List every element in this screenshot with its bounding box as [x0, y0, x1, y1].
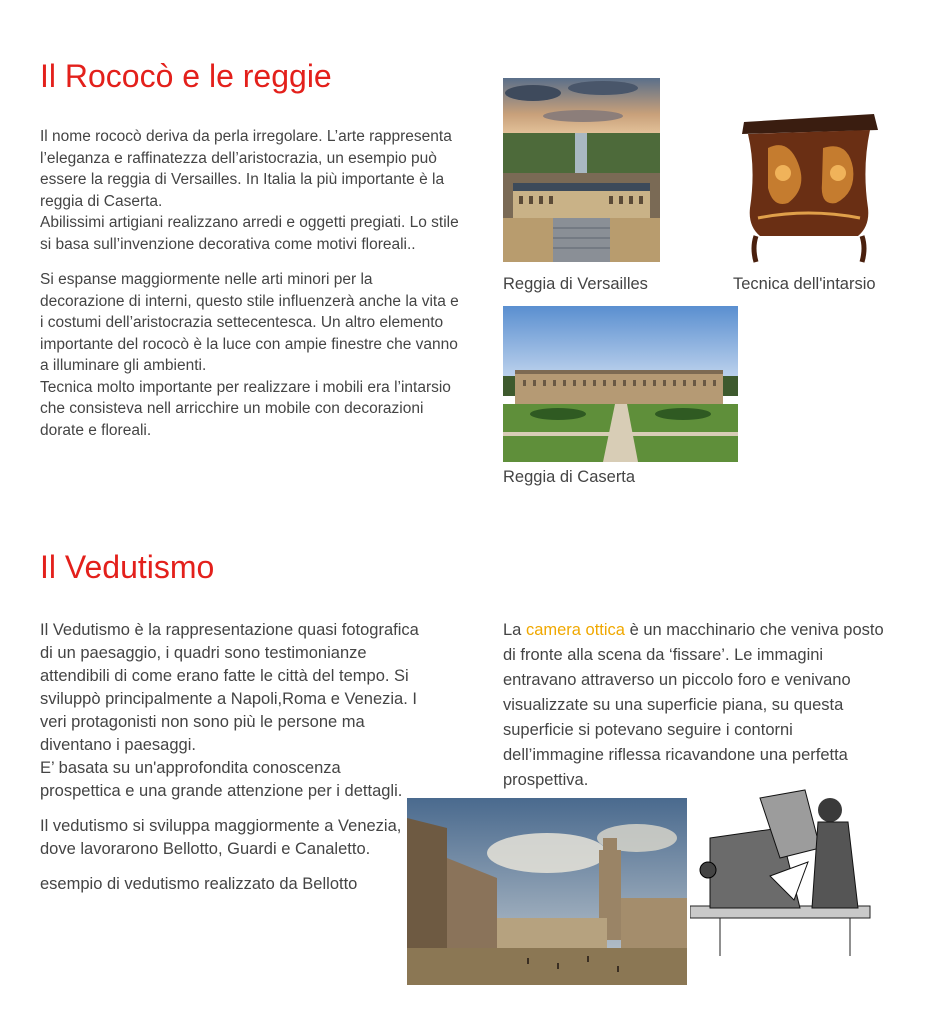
- vedutismo-paragraph-3: esempio di vedutismo realizzato da Bellotto: [40, 875, 358, 893]
- vedutismo-title: Il Vedutismo: [40, 549, 215, 585]
- camera-prefix: La: [503, 621, 526, 639]
- rococo-text: [40, 126, 460, 441]
- vedutismo-paragraph-1b: E’ basata su un'approfondita conoscenza prospettica e una grande attenzione per i dettagli.: [40, 759, 403, 800]
- caption-versailles: Reggia di Versailles: [503, 275, 648, 293]
- rococo-paragraph-2b: Tecnica molto importante per realizzare i mobili era l’intarsio che consisteva nell arricchire un mobile con decorazioni dorate e floreali.: [40, 378, 451, 439]
- rococo-paragraph-2: Si espanse maggiormente nelle arti minori per la decorazione di interni, questo stile influenzerà anche la vita e i costumi dell’aristocrazia settecentesca. Un altro elemento importante del rococò è la luce con ampie finestre che vanno a illuminare gli ambienti.: [40, 271, 459, 374]
- camera-ottica-paragraph: [503, 618, 898, 793]
- camera-ottica-text: [503, 618, 898, 793]
- intarsio-photo: [738, 108, 880, 264]
- caserta-photo: [503, 306, 738, 462]
- vedutismo-paragraph-1: Il Vedutismo è la rappresentazione quasi fotografica di un paesaggio, i quadri sono testimonianze attendibili di come erano fatte le città del tempo. Si sviluppò principalmente a Napoli,Roma e Venezia. I veri protagonisti non sono più le persone ma diventano i paesaggi.: [40, 621, 419, 754]
- vedutismo-paragraph-2: Il vedutismo si sviluppa maggiormente a Venezia, dove lavorarono Bellotto, Guardi e Canaletto.: [40, 817, 402, 858]
- rococo-paragraph-1b: Abilissimi artigiani realizzano arredi e oggetti pregiati. Lo stile si basa sull’invenzione decorativa come motivi floreali..: [40, 214, 459, 253]
- versailles-photo: [503, 78, 660, 262]
- camera-ottica-body: è un macchinario che veniva posto di fronte alla scena da ‘fissare’. Le immagini entravano attraverso un piccolo foro e venivano visualizzate su una superficie piana, su questa superficie si potevano seguire i contorni dell’immagine riflessa ricavandone una perfetta prospettiva.: [503, 621, 884, 789]
- caption-intarsio: Tecnica dell'intarsio: [733, 275, 876, 293]
- caption-caserta: Reggia di Caserta: [503, 468, 636, 486]
- vedutismo-text: [40, 619, 420, 896]
- camera-ottica-link[interactable]: camera ottica: [525, 621, 625, 639]
- bellotto-painting: [407, 798, 687, 985]
- rococo-paragraph-1: Il nome rococò deriva da perla irregolare. L’arte rappresenta l’eleganza e raffinatezza dell’aristocrazia, un esempio può essere la reggia di Versailles. In Italia la più importante è la reggia di Caserta.: [40, 128, 452, 210]
- camera-ottica-illustration: [690, 788, 880, 960]
- rococo-title: Il Rococò e le reggie: [40, 58, 332, 94]
